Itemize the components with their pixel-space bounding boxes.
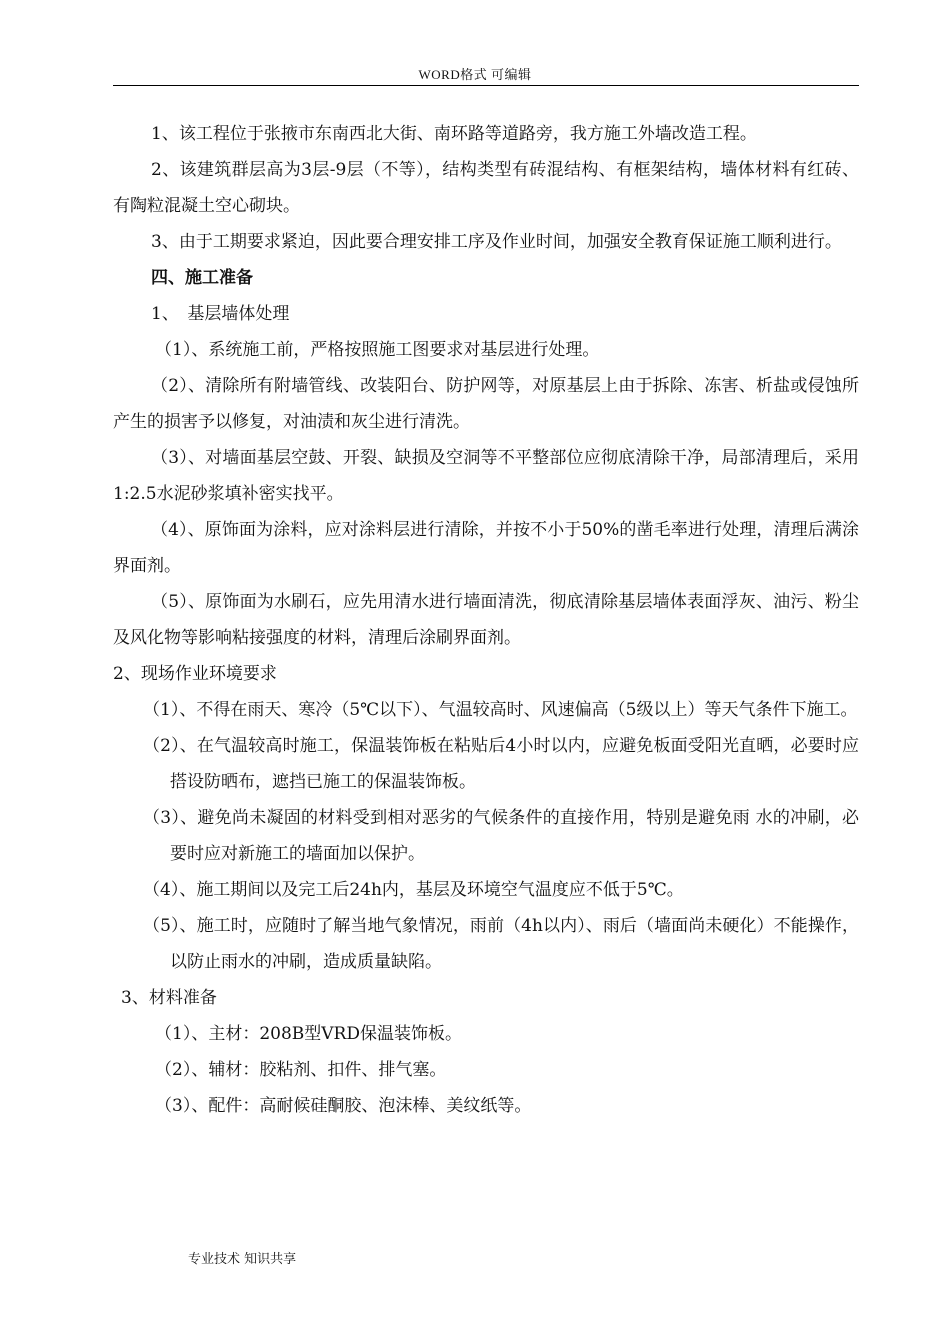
item-2-4: （4）、施工期间以及完工后24h内，基层及环境空气温度应不低于5℃。 <box>143 880 684 900</box>
item-3-1: （1）、主材：208B型VRD保温装饰板。 <box>155 1024 462 1044</box>
item-2-2: （2）、在气温较高时施工，保温装饰板在粘贴后4小时以内，应避免板面受阳光直晒，必要时应搭设防晒布，遮挡已施工的保温装饰板。 <box>143 736 859 792</box>
item-3-2: （2）、辅材：胶粘剂、扣件、排气塞。 <box>155 1060 447 1080</box>
item-1-1: （1）、系统施工前，严格按照施工图要求对基层进行处理。 <box>155 340 600 360</box>
header-divider <box>113 85 859 86</box>
paragraph-3: 3、由于工期要求紧迫，因此要合理安排工序及作业时间，加强安全教育保证施工顺利进行。 <box>151 232 842 252</box>
subsection-3-title: 3、材料准备 <box>121 988 217 1008</box>
subsection-2-title: 2、现场作业环境要求 <box>113 664 277 684</box>
item-2-5: （5）、施工时，应随时了解当地气象情况，雨前（4h以内）、雨后（墙面尚未硬化）不能操作，以防止雨水的冲刷，造成质量缺陷。 <box>143 916 859 972</box>
item-1-2: （2）、清除所有附墙管线、改装阳台、防护网等，对原基层上由于拆除、冻害、析盐或侵蚀所产生的损害予以修复，对油渍和灰尘进行清洗。 <box>113 376 859 432</box>
item-3-3: （3）、配件：高耐候硅酮胶、泡沫棒、美纹纸等。 <box>155 1096 532 1116</box>
document-body <box>113 116 859 1124</box>
page-header: WORD格式 可编辑 <box>418 67 532 82</box>
item-1-4: （4）、原饰面为涂料，应对涂料层进行清除，并按不小于50%的凿毛率进行处理，清理后满涂界面剂。 <box>113 520 859 576</box>
item-1-5: （5）、原饰面为水刷石，应先用清水进行墙面清洗，彻底清除基层墙体表面浮灰、油污、粉尘及风化物等影响粘接强度的材料，清理后涂刷界面剂。 <box>113 592 859 648</box>
paragraph-2: 2、该建筑群层高为3层-9层（不等），结构类型有砖混结构、有框架结构，墙体材料有红砖、有陶粒混凝土空心砌块。 <box>113 160 859 216</box>
page-footer: 专业技术 知识共享 <box>188 1252 297 1267</box>
section-heading-4: 四、施工准备 <box>151 268 253 288</box>
paragraph-1: 1、该工程位于张掖市东南西北大街、南环路等道路旁，我方施工外墙改造工程。 <box>151 124 757 144</box>
item-2-3: （3）、避免尚未凝固的材料受到相对恶劣的气候条件的直接作用，特别是避免雨 水的冲刷，必要时应对新施工的墙面加以保护。 <box>143 808 859 864</box>
item-2-1: （1）、不得在雨天、寒冷（5℃以下）、气温较高时、风速偏高（5级以上）等天气条件下施工。 <box>143 700 858 720</box>
subsection-1-title: 1、 基层墙体处理 <box>151 304 290 324</box>
item-1-3: （3）、对墙面基层空鼓、开裂、缺损及空洞等不平整部位应彻底清除干净，局部清理后，采用1:2.5水泥砂浆填补密实找平。 <box>113 448 859 504</box>
